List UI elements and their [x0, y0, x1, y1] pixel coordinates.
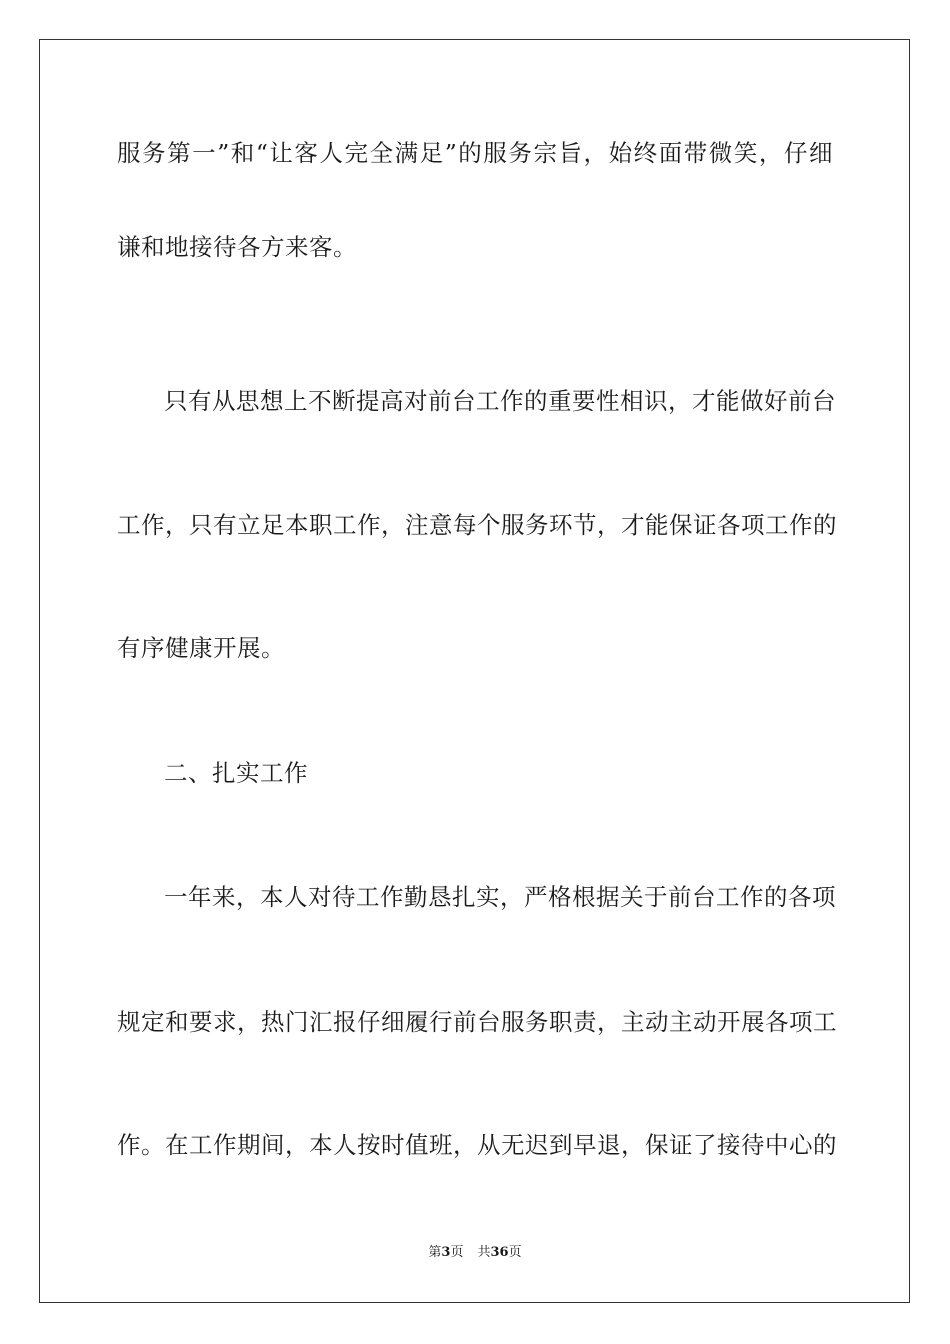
footer-current-page: 3	[441, 1245, 451, 1260]
paragraph-line-5: 有序健康开展。	[117, 634, 285, 662]
paragraph-line-4: 工作，只有立足本职工作，注意每个服务环节，才能保证各项工作的	[117, 511, 837, 539]
footer-page-prefix: 第	[428, 1245, 442, 1260]
footer-total-suffix: 页	[508, 1245, 522, 1260]
paragraph-line-7: 规定和要求，热门汇报仔细履行前台服务职责，主动主动开展各项工	[117, 1008, 837, 1036]
section-heading: 二、扎实工作	[164, 759, 308, 787]
footer-total-pages: 36	[490, 1245, 509, 1260]
paragraph-line-2: 谦和地接待各方来客。	[117, 233, 357, 261]
paragraph-line-1: 服务第一”和“让客人完全满足”的服务宗旨，始终面带微笑，仔细	[117, 139, 833, 167]
paragraph-line-3: 只有从思想上不断提高对前台工作的重要性相识，才能做好前台	[164, 387, 836, 415]
paragraph-line-8: 作。在工作期间，本人按时值班，从无迟到早退，保证了接待中心的	[117, 1131, 837, 1159]
footer-page-suffix: 页	[450, 1245, 464, 1260]
page-border	[39, 39, 910, 1303]
paragraph-line-6: 一年来，本人对待工作勤恳扎实，严格根据关于前台工作的各项	[164, 883, 836, 911]
footer-total-prefix: 共	[477, 1245, 491, 1260]
page-footer	[0, 1244, 950, 1262]
